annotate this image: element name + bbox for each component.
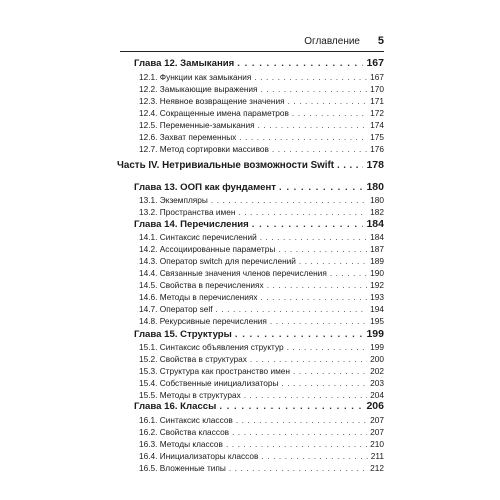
- toc-label: 16.4. Инициализаторы классов: [139, 451, 259, 461]
- toc-entry: [139, 207, 384, 217]
- dot-leader: [219, 401, 363, 412]
- toc-page-number: 202: [370, 366, 384, 376]
- toc-page-number: 167: [366, 57, 384, 69]
- toc-label: Часть IV. Нетривиальные возможности Swift: [117, 160, 334, 171]
- toc-label: Глава 16. Классы: [134, 401, 217, 412]
- toc-page-number: 184: [370, 232, 384, 242]
- dot-leader: [287, 342, 368, 352]
- toc-label: 14.4. Связанные значения членов перечисления: [139, 268, 327, 278]
- dot-leader: [261, 451, 367, 461]
- toc-entry: [139, 415, 384, 425]
- toc-label: Глава 12. Замыкания: [134, 58, 235, 69]
- toc-entry: [139, 451, 384, 461]
- toc-page-number: 167: [370, 72, 384, 82]
- toc-page-number: 206: [366, 400, 384, 412]
- dot-leader: [239, 132, 367, 142]
- toc-entry: [139, 108, 384, 118]
- toc-label: 14.2. Ассоциированные параметры: [139, 244, 276, 254]
- toc-page-number: 203: [370, 378, 384, 388]
- dot-leader: [260, 232, 367, 242]
- dot-leader: [211, 195, 367, 205]
- dot-leader: [267, 280, 367, 290]
- dot-leader: [258, 120, 368, 130]
- dot-leader: [261, 84, 368, 94]
- toc-page-number: 170: [370, 84, 384, 94]
- toc-label: 12.2. Замыкающие выражения: [139, 84, 258, 94]
- dot-leader: [279, 182, 363, 193]
- toc-label: 14.5. Свойства в перечислениях: [139, 280, 264, 290]
- toc-label: 16.3. Методы классов: [139, 439, 223, 449]
- toc-entry: [139, 72, 384, 82]
- toc-label: 15.1. Синтаксис объявления структур: [139, 342, 284, 352]
- toc-page-number: 190: [370, 268, 384, 278]
- toc-page-number: 199: [366, 328, 384, 340]
- dot-leader: [237, 58, 363, 69]
- toc-label: 14.3. Оператор switch для перечислений: [139, 256, 296, 266]
- toc-entry: [139, 195, 384, 205]
- dot-leader: [254, 72, 367, 82]
- toc-page-number: 193: [370, 292, 384, 302]
- toc-page-number: 199: [370, 342, 384, 352]
- page-number: 5: [377, 35, 384, 47]
- dot-leader: [281, 378, 367, 388]
- toc-page-number: 184: [366, 218, 384, 230]
- toc-entry: [139, 84, 384, 94]
- toc-label: 12.7. Метод сортировки массивов: [139, 144, 269, 154]
- toc-page-number: 187: [370, 244, 384, 254]
- toc-page-number: 178: [366, 159, 384, 171]
- toc-entry: [139, 390, 384, 400]
- toc-page-number: 180: [370, 195, 384, 205]
- toc-chapter: [134, 328, 384, 340]
- toc-entry: [139, 427, 384, 437]
- toc-entry: [139, 232, 384, 242]
- toc-entry: [139, 292, 384, 302]
- toc-label: 12.6. Захват переменных: [139, 132, 237, 142]
- dot-leader: [261, 292, 368, 302]
- toc-chapter: [134, 218, 384, 230]
- toc-page-number: 195: [370, 316, 384, 326]
- toc-page-number: 171: [370, 96, 384, 106]
- toc-chapter: [134, 181, 384, 193]
- toc-page-number: 204: [370, 390, 384, 400]
- dot-leader: [229, 463, 367, 473]
- toc-entry: [139, 256, 384, 266]
- toc-label: 14.6. Методы в перечислениях: [139, 292, 258, 302]
- toc-label: 12.1. Функции как замыкания: [139, 72, 252, 82]
- dot-leader: [235, 329, 364, 340]
- dot-leader: [250, 354, 367, 364]
- toc-label: 16.2. Свойства классов: [139, 427, 230, 437]
- toc-label: 13.1. Экземпляры: [139, 195, 208, 205]
- toc-entry: [139, 354, 384, 364]
- toc-label: 15.3. Структура как пространство имен: [139, 366, 290, 376]
- dot-leader: [272, 144, 367, 154]
- toc-entry: [139, 144, 384, 154]
- toc-page-number: 194: [370, 304, 384, 314]
- toc-page-number: 192: [370, 280, 384, 290]
- toc-label: 14.7. Оператор self: [139, 304, 213, 314]
- toc-label: 16.1. Синтаксис классов: [139, 415, 233, 425]
- toc-entry: [139, 244, 384, 254]
- toc-entry: [139, 342, 384, 352]
- dot-leader: [216, 304, 368, 314]
- toc-label: 12.4. Сокращенные имена параметров: [139, 108, 289, 118]
- toc-page-number: 172: [370, 108, 384, 118]
- dot-leader: [226, 439, 367, 449]
- toc-page-number: 210: [370, 439, 384, 449]
- dot-leader: [270, 316, 367, 326]
- toc-label: 16.5. Вложенные типы: [139, 463, 226, 473]
- dot-leader: [232, 427, 367, 437]
- toc-entry: [139, 439, 384, 449]
- toc-entry: [139, 378, 384, 388]
- dot-leader: [288, 96, 368, 106]
- toc-entry: [139, 304, 384, 314]
- dot-leader: [252, 219, 364, 230]
- toc-page-number: 174: [370, 120, 384, 130]
- dot-leader: [299, 256, 367, 266]
- toc-page-number: 211: [370, 451, 384, 461]
- toc-entry: [139, 316, 384, 326]
- toc-label: 12.3. Неявное возвращение значения: [139, 96, 285, 106]
- toc-entry: [139, 120, 384, 130]
- toc-label: 15.4. Собственные инициализаторы: [139, 378, 279, 388]
- section-title: Оглавление: [304, 36, 360, 47]
- dot-leader: [292, 108, 367, 118]
- toc-page-number: 189: [370, 256, 384, 266]
- toc-label: 14.1. Синтаксис перечислений: [139, 232, 257, 242]
- toc-page-number: 175: [370, 132, 384, 142]
- toc-label: Глава 15. Структуры: [134, 329, 232, 340]
- toc-entry: [139, 96, 384, 106]
- toc-page-number: 212: [370, 463, 384, 473]
- toc-page-number: 200: [370, 354, 384, 364]
- toc-part: [117, 159, 384, 171]
- toc-label: 15.5. Методы в структурах: [139, 390, 241, 400]
- toc-label: Глава 13. ООП как фундамент: [134, 182, 277, 193]
- dot-leader: [278, 244, 367, 254]
- toc-page-number: 207: [370, 427, 384, 437]
- toc-entry: [139, 132, 384, 142]
- toc-entry: [139, 268, 384, 278]
- toc-label: 14.8. Рекурсивные перечисления: [139, 316, 267, 326]
- toc-page-number: 182: [370, 207, 384, 217]
- toc-chapter: [134, 57, 384, 69]
- toc-label: Глава 14. Перечисления: [134, 219, 249, 230]
- dot-leader: [330, 268, 367, 278]
- toc-label: 15.2. Свойства в структурах: [139, 354, 247, 364]
- toc-entry: [139, 366, 384, 376]
- toc-entry: [139, 463, 384, 473]
- toc-entry: [139, 280, 384, 290]
- toc-page-number: 207: [370, 415, 384, 425]
- toc-label: 13.2. Пространства имен: [139, 207, 236, 217]
- toc-chapter: [134, 400, 384, 412]
- dot-leader: [236, 415, 367, 425]
- toc-page-number: 176: [370, 144, 384, 154]
- dot-leader: [337, 160, 363, 171]
- dot-leader: [293, 366, 367, 376]
- dot-leader: [238, 207, 367, 217]
- toc-page-number: 180: [366, 181, 384, 193]
- dot-leader: [244, 390, 367, 400]
- toc-label: 12.5. Переменные-замыкания: [139, 120, 255, 130]
